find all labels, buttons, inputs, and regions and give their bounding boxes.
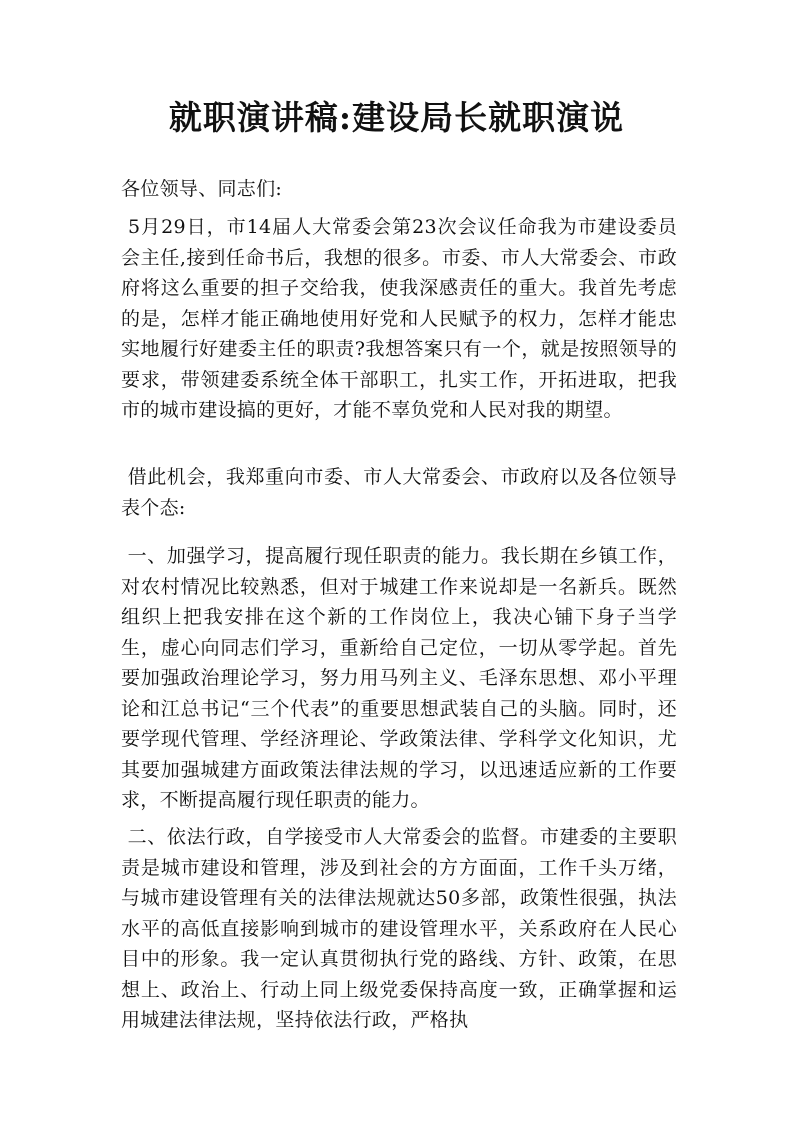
paragraph: 5月29日，市14届人大常委会第23次会议任命我为市建设委员会主任,接到任命书后，我想的很多。市委、市人大常委会、市政府将这么重要的担子交给我，使我深感责任的重大。我首先考虑的是，怎样才能正确地使用好党和人民赋予的权力，怎样才能忠实地履行好建委主任的职责?我想答案只有一个，就是按照领导的要求，带领建委系统全体干部职工，扎实工作，开拓进取，把我市的城市建设搞的更好，才能不辜负党和人民对我的期望。 <box>121 216 677 421</box>
salutation: 各位领导、同志们: <box>121 178 283 200</box>
paragraph: 二、依法行政，自学接受市人大常委会的监督。市建委的主要职责是城市建设和管理，涉及到社会的方方面面，工作千头万绪，与城市建设管理有关的法律法规就达50多部，政策性很强，执法水平的高低直接影响到城市的建设管理水平，关系政府在人民心目中的形象。我一定认真贯彻执行党的路线、方针、政策，在思想上、政治上、行动上同上级党委保持高度一致，正确掌握和运用城建法律法规，坚持依法行政，严格执 <box>121 826 677 1031</box>
paragraph: 一、加强学习，提高履行现任职责的能力。我长期在乡镇工作，对农村情况比较熟悉，但对于城建工作来说却是一名新兵。既然组织上把我安排在这个新的工作岗位上，我决心铺下身子当学生，虚心向同志们学习，重新给自己定位，一切从零学起。首先要加强政治理论学习，努力用马列主义、毛泽东思想、邓小平理论和江总书记“三个代表”的重要思想武装自己的头脑。同时，还要学现代管理、学经济理论、学政策法律、学科学文化知识，尤其要加强城建方面政策法律法规的学习，以迅速适应新的工作要求，不断提高履行现任职责的能力。 <box>121 545 677 811</box>
paragraph: 借此机会，我郑重向市委、市人大常委会、市政府以及各位领导表个态: <box>121 466 677 519</box>
document-title: 就职演讲稿:建设局长就职演说 <box>168 98 625 137</box>
